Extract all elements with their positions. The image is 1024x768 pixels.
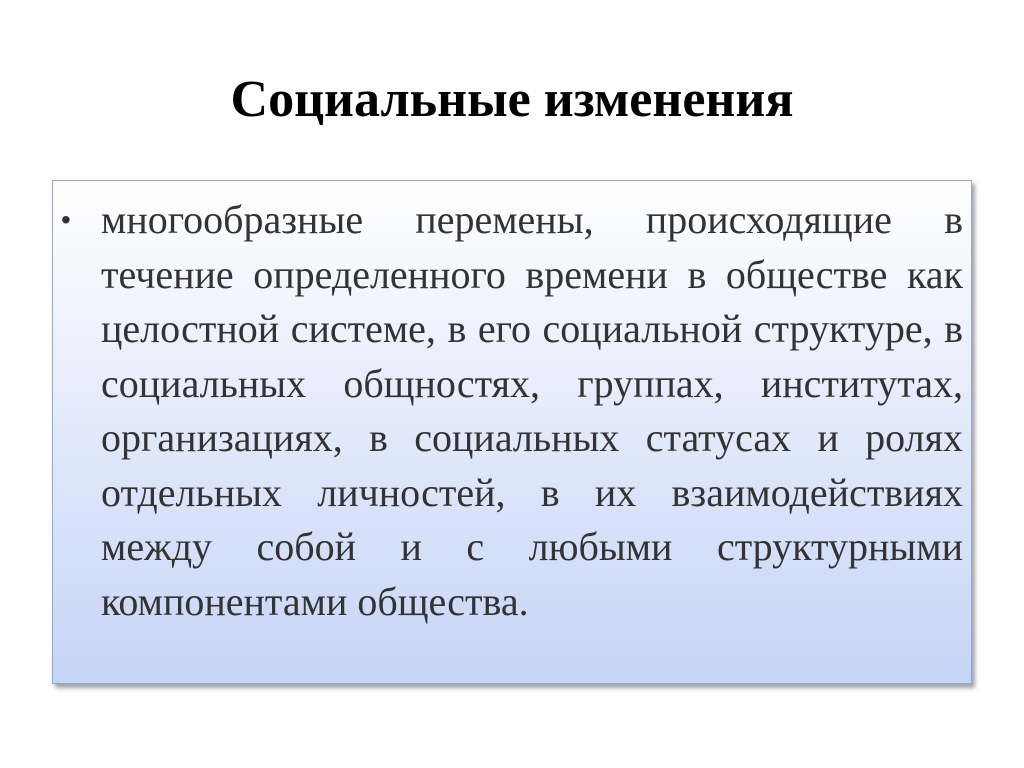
- content-box: [52, 180, 972, 684]
- bullet-text: многообразные перемены, происходящие в течение определенного времени в обществе как целостной системе, в его социальной структуре, в социальных общностях, группах, институтах, организациях, в социальных статусах и ролях отдельных личностей, в их взаимодействиях между собой и с любыми структурными компонентами общества.: [101, 197, 963, 624]
- bullet-icon: •: [61, 204, 71, 235]
- slide-title: Социальные изменения: [230, 71, 794, 128]
